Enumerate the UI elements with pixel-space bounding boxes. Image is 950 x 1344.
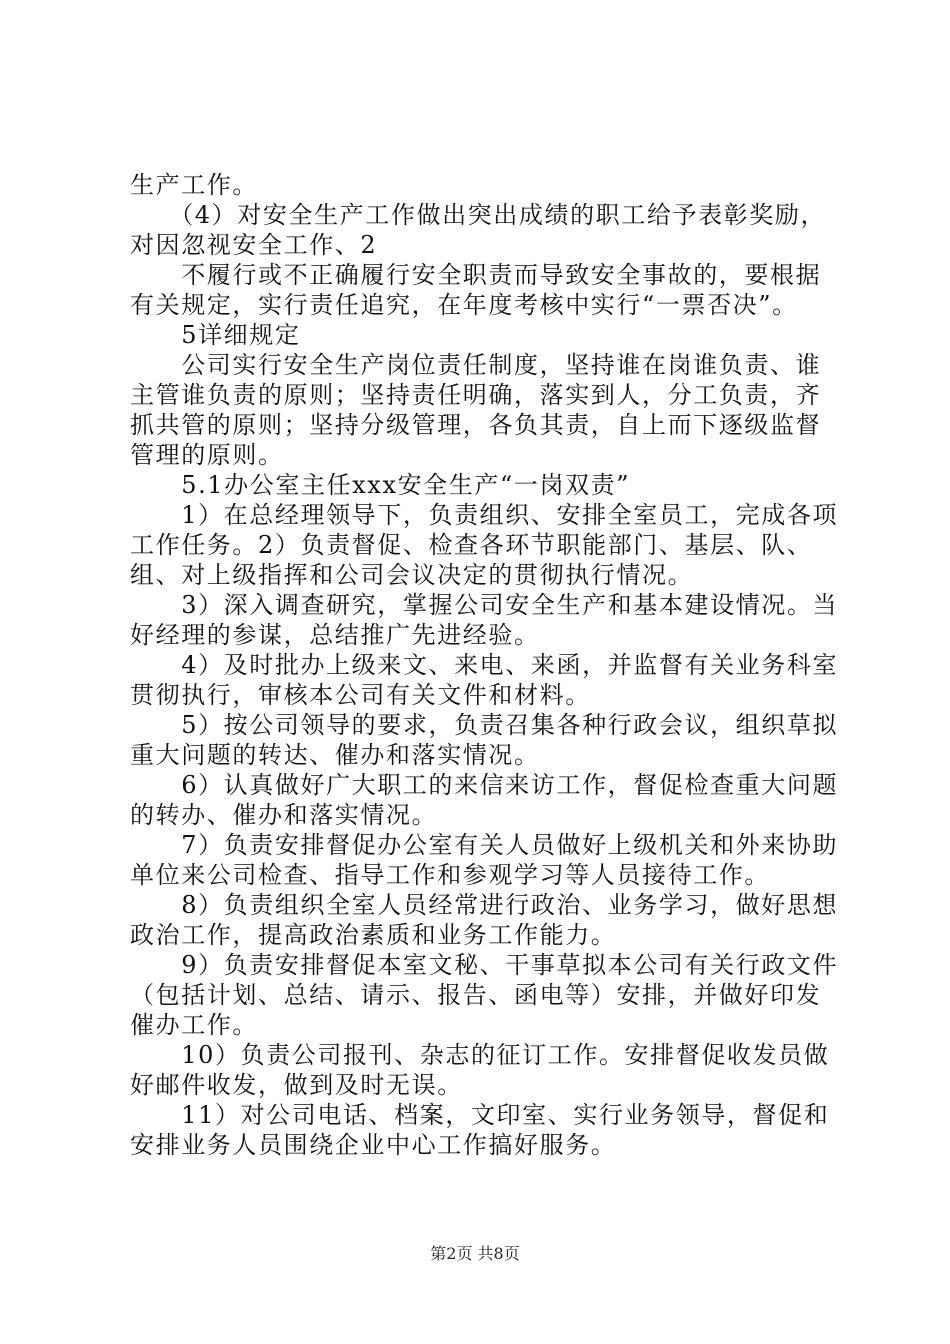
- list-item: 8）负责组织全室人员经常进行政治、业务学习，做好思想政治工作，提高政治素质和业务工作能力。: [130, 891, 839, 949]
- list-item: 11）对公司电话、档案，文印室、实行业务领导，督促和安排业务人员围绕企业中心工作搞好服务。: [130, 1101, 830, 1159]
- list-item: 5）按公司领导的要求，负责召集各种行政会议，组织草拟重大问题的转达、催办和落实情况。: [130, 711, 839, 769]
- page-number-footer: 第2页 共8页: [430, 1244, 520, 1263]
- section-heading: 5详细规定: [130, 321, 301, 349]
- paragraph: （4）对安全生产工作做出突出成绩的职工给予表彰奖励，对因忽视安全工作、2: [130, 201, 827, 259]
- list-item: 3）深入调查研究，掌握公司安全生产和基本建设情况。当好经理的参谋，总结推广先进经验。: [130, 591, 839, 649]
- subsection-heading: 5.1办公室主任xxx安全生产“一岗双责”: [130, 471, 631, 499]
- paragraph: 公司实行安全生产岗位责任制度，坚持谁在岗谁负责、谁主管谁负责的原则；坚持责任明确，落实到人，分工负责，齐抓共管的原则；坚持分级管理，各负其责，自上而下逐级监督管理的原则。: [130, 351, 822, 469]
- list-item: 7）负责安排督促办公室有关人员做好上级机关和外来协助单位来公司检查、指导工作和参观学习等人员接待工作。: [130, 831, 839, 889]
- list-item: 9）负责安排督促本室文秘、干事草拟本公司有关行政文件（包括计划、总结、请示、报告、函电等）安排，并做好印发催办工作。: [130, 951, 839, 1039]
- paragraph: 生产工作。: [130, 171, 258, 199]
- document-body: [130, 170, 840, 1160]
- list-item: 10）负责公司报刊、杂志的征订工作。安排督促收发员做好邮件收发，做到及时无误。: [130, 1041, 830, 1099]
- list-item: 4）及时批办上级来文、来电、来函，并监督有关业务科室贯彻执行，审核本公司有关文件和材料。: [130, 651, 839, 709]
- paragraph: 不履行或不正确履行安全职责而导致安全事故的，要根据有关规定，实行责任追究，在年度考核中实行“一票否决”。: [130, 261, 822, 319]
- list-item: 1）在总经理领导下，负责组织、安排全室员工，完成各项工作任务。2）负责督促、检查各环节职能部门、基层、队、组、对上级指挥和公司会议决定的贯彻执行情况。: [130, 501, 839, 589]
- list-item: 6）认真做好广大职工的来信来访工作，督促检查重大问题的转办、催办和落实情况。: [130, 771, 839, 829]
